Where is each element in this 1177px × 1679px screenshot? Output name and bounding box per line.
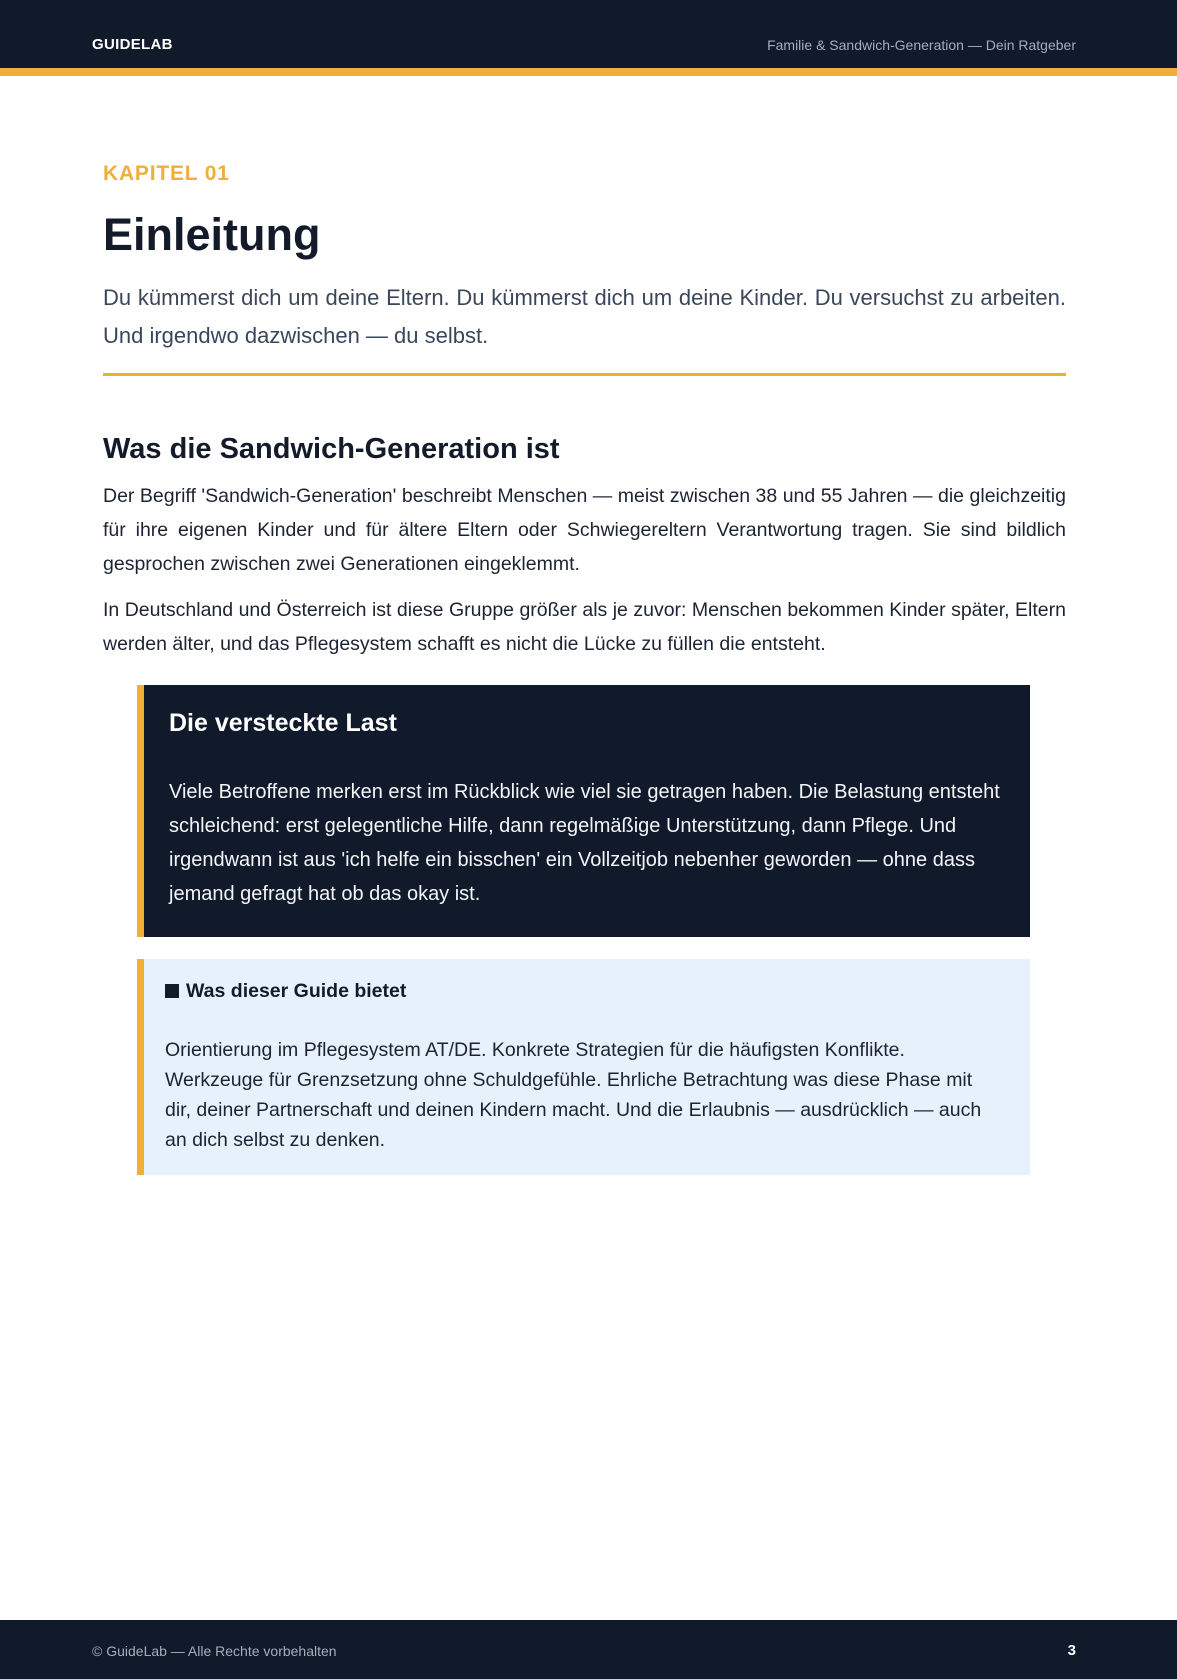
- header-subtitle: Familie & Sandwich-Generation — Dein Ratgeber: [767, 37, 1076, 53]
- page-footer: [0, 1620, 1177, 1679]
- square-icon: [165, 984, 179, 998]
- callout-title: Die versteckte Last: [169, 709, 397, 737]
- callout-text: Viele Betroffene merken erst im Rückblick wie viel sie getragen haben. Die Belastung entsteht schleichend: erst gelegentliche Hilfe, dann regelmäßige Unterstützung, dann Pflege. Und irgendwann ist aus 'ich helfe ein bisschen' ein Vollzeitjob nebenher geworden — ohne dass jemand gefragt hat ob das okay ist.: [169, 781, 1000, 905]
- body-paragraph: In Deutschland und Österreich ist diese Gruppe größer als je zuvor: Menschen bekommen Kinder später, Eltern werden älter, und das Pflegesystem schafft es nicht die Lücke zu füllen die entsteht.: [103, 599, 1066, 655]
- callout-title: Was dieser Guide bietet: [186, 980, 407, 1002]
- callout-hidden-burden: [137, 685, 1030, 937]
- chapter-title: Einleitung: [103, 209, 321, 260]
- callout-text: Orientierung im Pflegesystem AT/DE. Konkrete Strategien für die häufigsten Konflikte. Werkzeuge für Grenzsetzung ohne Schuldgefühle. Ehrliche Betrachtung was diese Phase mit dir, deiner Partnerschaft und deinen Kindern macht. Und die Erlaubnis — ausdrücklich — auch an dich selbst zu denken.: [165, 1039, 982, 1151]
- section-title: Was die Sandwich-Generation ist: [103, 433, 560, 465]
- callout-guide-offer: [137, 959, 1030, 1175]
- page-header: [0, 0, 1177, 76]
- lead-paragraph: Du kümmerst dich um deine Eltern. Du kümmerst dich um deine Kinder. Du versuchst zu arbeiten. Und irgendwo dazwischen — du selbst.: [103, 285, 1066, 348]
- footer-copyright: © GuideLab — Alle Rechte vorbehalten: [92, 1643, 337, 1659]
- section-divider: [103, 373, 1066, 376]
- page-number: 3: [1067, 1642, 1076, 1659]
- brand-logo-text: GUIDELAB: [92, 36, 173, 53]
- callout-heading: [165, 977, 1002, 1005]
- chapter-label: KAPITEL 01: [103, 162, 230, 185]
- main-content: [103, 160, 1066, 1175]
- body-paragraph: Der Begriff 'Sandwich-Generation' beschreibt Menschen — meist zwischen 38 und 55 Jahren — die gleichzeitig für ihre eigenen Kinder und für ältere Eltern oder Schwiegereltern Verantwortung tragen. Sie sind bildlich gesprochen zwischen zwei Generationen eingeklemmt.: [103, 485, 1066, 575]
